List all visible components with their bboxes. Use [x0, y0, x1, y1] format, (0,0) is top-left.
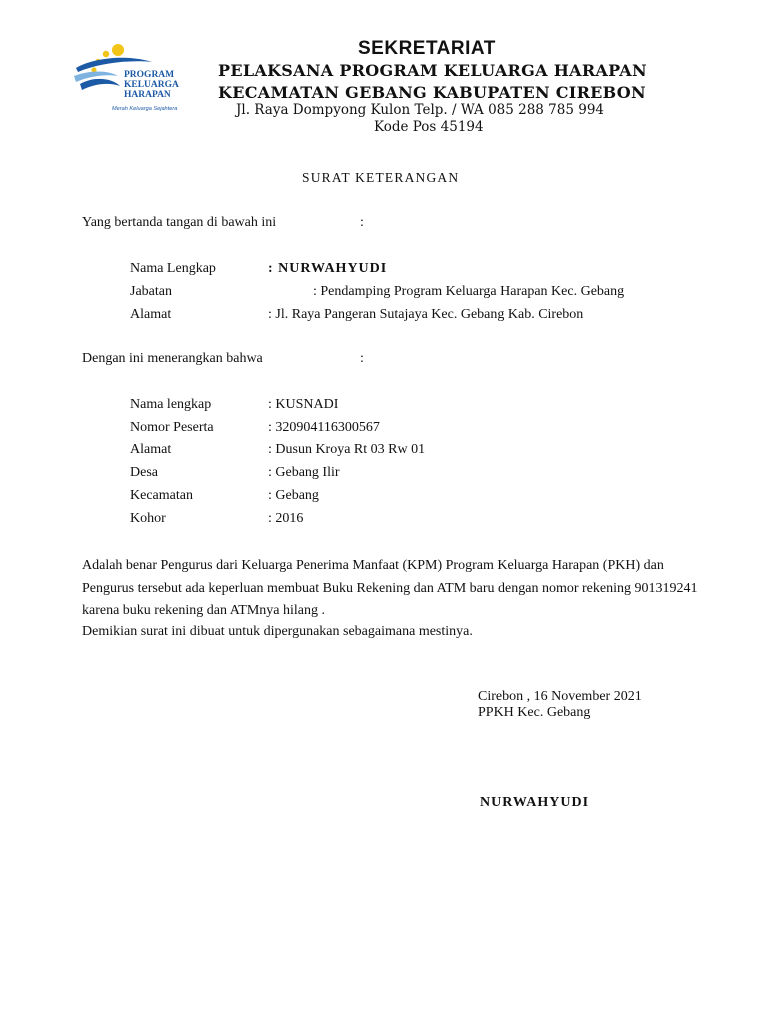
logo-tagline: Merah Keluarga Sejahtera	[112, 106, 178, 112]
signer-intro-label: Yang bertanda tangan di bawah ini	[82, 215, 277, 230]
subject-name-value: : KUSNADI	[268, 397, 339, 412]
subject-district-label: Kecamatan	[130, 488, 193, 503]
subject-address-value: : Dusun Kroya Rt 03 Rw 01	[268, 442, 426, 457]
signer-name-value: : NURWAHYUDI	[268, 261, 388, 276]
letterhead-title: SEKRETARIAT	[358, 38, 496, 59]
subject-address-label: Alamat	[130, 442, 172, 457]
logo-text-program: PROGRAM	[124, 70, 175, 80]
signature-place-date: Cirebon , 16 November 2021	[478, 689, 642, 704]
subject-intro-colon: :	[360, 351, 364, 366]
signature-position: PPKH Kec. Gebang	[478, 705, 591, 720]
signer-intro-colon: :	[360, 215, 364, 230]
signer-address-label: Alamat	[130, 307, 172, 322]
letterhead-address: Jl. Raya Dompyong Kulon Telp. / WA 085 288 785 994	[236, 102, 605, 118]
subject-village-label: Desa	[130, 465, 158, 480]
subject-intro-label: Dengan ini menerangkan bahwa	[82, 351, 263, 366]
signer-name-label: Nama Lengkap	[130, 261, 216, 276]
signer-position-value: : Pendamping Program Keluarga Harapan Kec. Gebang	[313, 284, 625, 299]
letterhead-postal: Kode Pos 45194	[374, 119, 484, 135]
body-paragraph: Adalah benar Pengurus dari Keluarga Penerima Manfaat (KPM) Program Keluarga Harapan (PKH) dan Pengurus tersebut ada keperluan membuat Buku Rekening dan ATM baru dengan nomor rekening 901319241 karena buku rekening dan ATMnya hilang .	[82, 558, 698, 619]
letterhead-line2: KECAMATAN GEBANG KABUPATEN CIREBON	[218, 83, 646, 102]
subject-name-label: Nama lengkap	[130, 397, 212, 412]
logo-text-harapan: HARAPAN	[124, 90, 171, 100]
document-title: SURAT KETERANGAN	[302, 170, 460, 185]
logo-text-keluarga: KELUARGA	[124, 80, 179, 90]
pkh-logo	[72, 40, 190, 120]
subject-cohort-label: Kohor	[130, 511, 166, 526]
subject-district-value: : Gebang	[268, 488, 319, 503]
signer-position-label: Jabatan	[130, 284, 172, 299]
signature-name: NURWAHYUDI	[480, 795, 590, 810]
letterhead-line1: PELAKSANA PROGRAM KELUARGA HARAPAN	[218, 61, 647, 80]
signer-address-value: : Jl. Raya Pangeran Sutajaya Kec. Gebang Kab. Cirebon	[268, 307, 584, 322]
subject-number-value: : 320904116300567	[268, 420, 380, 435]
subject-cohort-value: : 2016	[268, 511, 304, 526]
closing-statement: Demikian surat ini dibuat untuk dipergunakan sebagaimana mestinya.	[82, 624, 473, 639]
subject-village-value: : Gebang Ilir	[268, 465, 340, 480]
subject-number-label: Nomor Peserta	[130, 420, 214, 435]
